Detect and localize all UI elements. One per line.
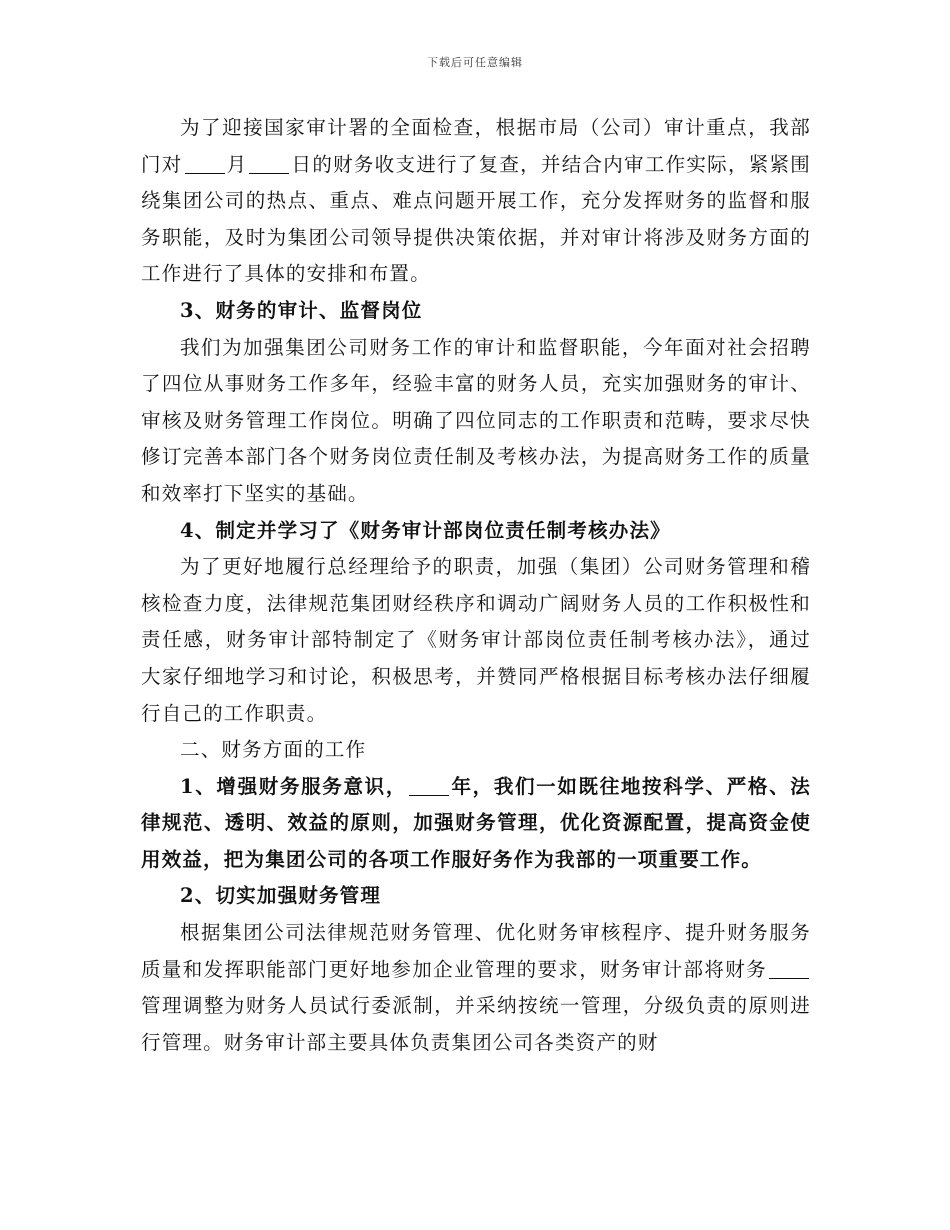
paragraph-text: 根据集团公司法律规范财务管理、优化财务审核程序、提升财务服务质量和发挥职能部门更好地参加企业管理的要求，财务审计部将财务 [141,921,811,981]
blank-underline [185,153,225,174]
paragraph-recruitment: 我们为加强集团公司财务工作的审计和监督职能，今年面对社会招聘了四位从事财务工作多年，经验丰富的财务人员，充实加强财务的审计、审核及财务管理工作岗位。明确了四位同志的工作职责和范畴，要求尽快修订完善本部门各个财务岗位责任制及考核办法，为提高财务工作的质量和效率打下坚实的基础。 [141,335,811,505]
paragraph-audit-preparation [141,110,811,293]
paragraph-assessment: 为了更好地履行总经理给予的职责，加强（集团）公司财务管理和稽核检查力度，法律规范集团财经秩序和调动广阔财务人员的工作积极性和责任感，财务审计部特制定了《财务审计部岗位责任制考核办法》，通过大家仔细地学习和讨论，积极思考，并赞同严格根据目标考核办法仔细履行自己的工作职责。 [141,555,811,725]
heading-section-finance-work: 二、财务方面的工作 [180,738,367,762]
blank-underline [409,775,449,796]
paragraph-text: 年，我们一如既往地按科学、严格、法律规范、透明、效益的原则，加强财务管理，优化资源配置，提高资金使用效益，把为集团公司的各项工作服好务作为我部的一项重要工作。 [141,774,811,871]
paragraph-text: 日的财务收支进行了复查，并结合内审工作实际，紧紧围绕集团公司的热点、重点、难点问题开展工作，充分发挥财务的监督和服务职能，及时为集团公司领导提供决策依据，并对审计将涉及财务方面的工作进行了具体的安排和布置。 [141,152,812,286]
paragraph-text: 1、增强财务服务意识， [180,774,407,798]
paragraph-text: 为了迎接国家审计署的全面检查，根据市局（公司）审计重点，我部门对 [141,116,811,176]
page-header: 下载后可任意编辑 [427,56,523,69]
document-body [141,110,811,1061]
paragraph-text: 月 [226,152,248,176]
paragraph-text: 管理调整为财务人员试行委派制，并采纳按统一管理，分级负责的原则进行管理。财务审计部主要具体负责集团公司各类资产的财 [141,994,811,1054]
paragraph-service-awareness [141,769,811,879]
blank-underline [769,958,809,979]
heading-strengthen-management: 2、切实加强财务管理 [180,884,382,908]
paragraph-management [141,915,811,1061]
blank-underline [249,153,289,174]
heading-assessment-method: 4、制定并学习了《财务审计部岗位责任制考核办法》 [180,518,671,542]
heading-audit-supervision: 3、财务的审计、监督岗位 [180,298,423,322]
